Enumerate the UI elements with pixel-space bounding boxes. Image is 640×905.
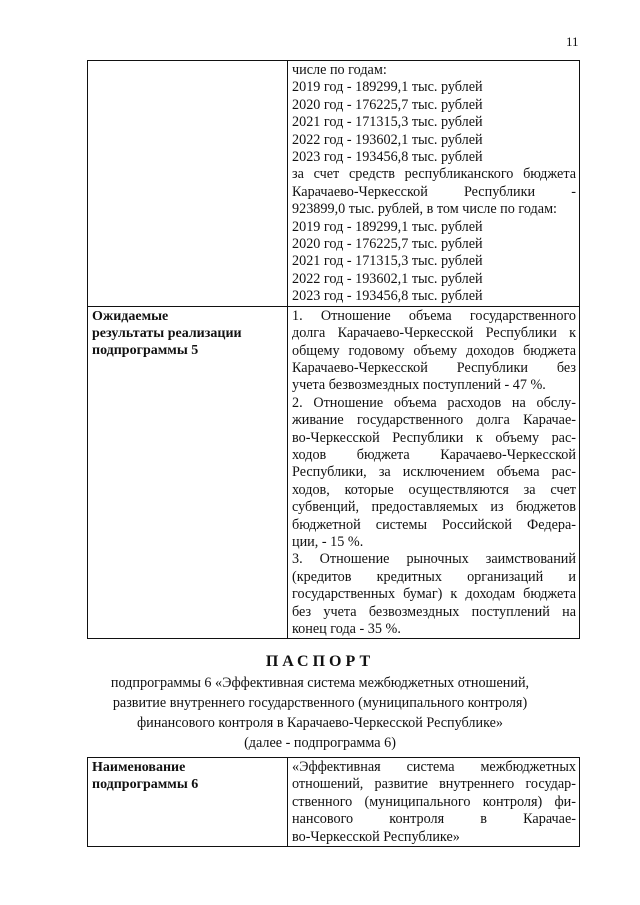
subprogram-name-value-cell: [288, 758, 580, 847]
result-line: ходов бюджета Карачаево-Черкесской: [292, 446, 576, 463]
result-line: конец года - 35 %.: [292, 621, 401, 637]
funding-line: 2022 год - 193602,1 тыс. рублей: [292, 270, 483, 287]
funding-line: 2019 год - 189299,1 тыс. рублей: [292, 79, 483, 96]
funding-line: 2023 год - 193456,8 тыс. рублей: [292, 149, 483, 166]
expected-results-row: [88, 306, 580, 639]
passport-subtitle-line: (далее - подпрограмма 6): [244, 735, 396, 751]
funding-value-cell: [288, 61, 580, 307]
funding-row: [88, 61, 580, 307]
result-line: 1. Отношение объема государственного: [292, 307, 576, 324]
result-line: общему годовому объему доходов бюджета: [292, 342, 576, 359]
expected-results-label-cell: [88, 306, 288, 639]
expected-results-label: результаты реализации: [92, 325, 242, 341]
funding-line: 923899,0 тыс. рублей, в том числе по годам:: [292, 201, 557, 218]
subprogram-name-line: отношений, развитие внутреннего государ-: [292, 776, 576, 793]
result-line: (кредитов кредитных организаций и: [292, 568, 576, 585]
passport-subtitle-line: подпрограммы 6 «Эффективная система межбюджетных отношений,: [110, 675, 530, 691]
result-line: 3. Отношение рыночных заимствований: [292, 551, 576, 568]
result-line: ции, - 15 %.: [292, 533, 364, 550]
result-line: во-Черкесской Республики к объему рас-: [292, 429, 576, 446]
passport-subtitle-line: развитие внутреннего государственного (муниципального контроля): [112, 695, 528, 711]
funding-line: 2023 год - 193456,8 тыс. рублей: [292, 288, 483, 305]
result-line: субвенций, предоставляемых из бюджетов: [292, 499, 576, 516]
subprogram-name-line: во-Черкесской Республике»: [292, 828, 460, 845]
funding-line: Карачаево-Черкесской Республики -: [292, 183, 576, 200]
subprogram-6-passport-table: [87, 757, 580, 847]
funding-line: числе по годам:: [292, 62, 387, 78]
subprogram-name-line: нансового контроля в Карачае-: [292, 811, 576, 828]
result-line: бюджетной системы Российской Федера-: [292, 516, 576, 533]
funding-line: 2021 год - 171315,3 тыс. рублей: [292, 253, 483, 270]
subprogram-name-label: подпрограммы 6: [92, 777, 199, 792]
result-line: государственных бумаг) к доходам бюджета: [292, 586, 576, 603]
subprogram-name-line: ственного (муниципального контроля) фи-: [292, 793, 576, 810]
result-line: Республики, за исключением объема рас-: [292, 464, 576, 481]
expected-results-label: Ожидаемые: [92, 308, 169, 324]
result-line: без учета безвозмездных поступлений на: [292, 603, 576, 620]
funding-line: 2020 год - 176225,7 тыс. рублей: [292, 236, 483, 253]
subprogram-name-row: [88, 758, 580, 847]
result-line: учета безвозмездных поступлений - 47 %.: [292, 377, 546, 394]
funding-label-cell: [88, 61, 288, 307]
passport-title: ПАСПОРТ: [265, 653, 375, 670]
funding-line: 2022 год - 193602,1 тыс. рублей: [292, 131, 483, 148]
funding-line: 2020 год - 176225,7 тыс. рублей: [292, 96, 483, 113]
result-line: долга Карачаево-Черкесской Республики к: [292, 325, 576, 342]
passport-subtitle: [0, 673, 640, 753]
passport-subtitle-line: финансового контроля в Карачаево-Черкесской Республике»: [136, 715, 504, 731]
result-line: ходов, которые осуществляются за счет: [292, 481, 576, 498]
page-number: 11: [566, 34, 579, 49]
funding-line: за счет средств республиканского бюджета: [292, 166, 576, 183]
subprogram-name-label-cell: [88, 758, 288, 847]
subprogram-5-passport-table: [87, 60, 580, 639]
subprogram-name-line: «Эффективная система межбюджетных: [292, 759, 576, 775]
result-line: 2. Отношение объема расходов на обслу-: [292, 394, 576, 411]
result-line: живание государственного долга Карачае-: [292, 412, 576, 429]
funding-line: 2019 год - 189299,1 тыс. рублей: [292, 218, 483, 235]
funding-line: 2021 год - 171315,3 тыс. рублей: [292, 114, 483, 131]
expected-results-value-cell: [288, 306, 580, 639]
result-line: Карачаево-Черкесской Республики без: [292, 359, 576, 376]
subprogram-name-label: Наименование: [92, 760, 186, 775]
expected-results-label: подпрограммы 5: [92, 342, 199, 358]
